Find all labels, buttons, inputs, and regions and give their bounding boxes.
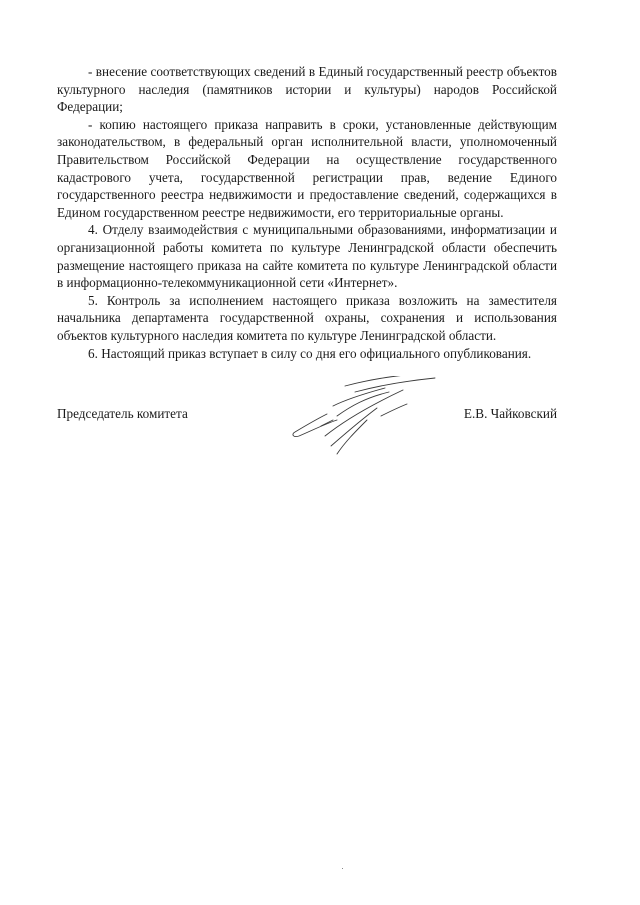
paragraph-item-6: 6. Настоящий приказ вступает в силу со дня его официального опубликования. — [88, 345, 532, 361]
signer-name: Е.В. Чайковский — [463, 406, 557, 421]
signature-block — [57, 398, 557, 478]
paragraph-registry-entry: - внесение соответствующих сведений в Единый государственный реестр объектов культурного наследия (памятников истории и культуры) народов Российской Федерации; — [57, 64, 557, 115]
signer-title: Председатель комитета — [57, 406, 188, 421]
paragraph-send-copy: - копию настоящего приказа направить в сроки, установленные действующим законодательством, в федеральный орган исполнительной власти, уполномоченный Правительством Российской Федерации на осуществление государственного кадастрового учета, государственной регистрации прав, ведение Единого государственного реестра недвижимости и предоставление сведений, содержащихся в Едином государственном реестре недвижимости, его территориальные органы. — [57, 116, 557, 220]
scan-speck — [342, 868, 343, 869]
document-body — [57, 63, 557, 362]
paragraph-item-4: 4. Отделу взаимодействия с муниципальными образованиями, информатизации и организационной работы комитета по культуре Ленинградской области обеспечить размещение настоящего приказа на сайте комитета по культуре Ленинградской области в информационно-телекоммуникационной сети «Интернет». — [57, 222, 557, 291]
paragraph-item-5: 5. Контроль за исполнением настоящего приказа возложить на заместителя начальника департамента государственной охраны, сохранения и использования объектов культурного наследия комитета по культуре Ленинградской области. — [57, 292, 557, 343]
handwritten-signature — [285, 376, 455, 466]
